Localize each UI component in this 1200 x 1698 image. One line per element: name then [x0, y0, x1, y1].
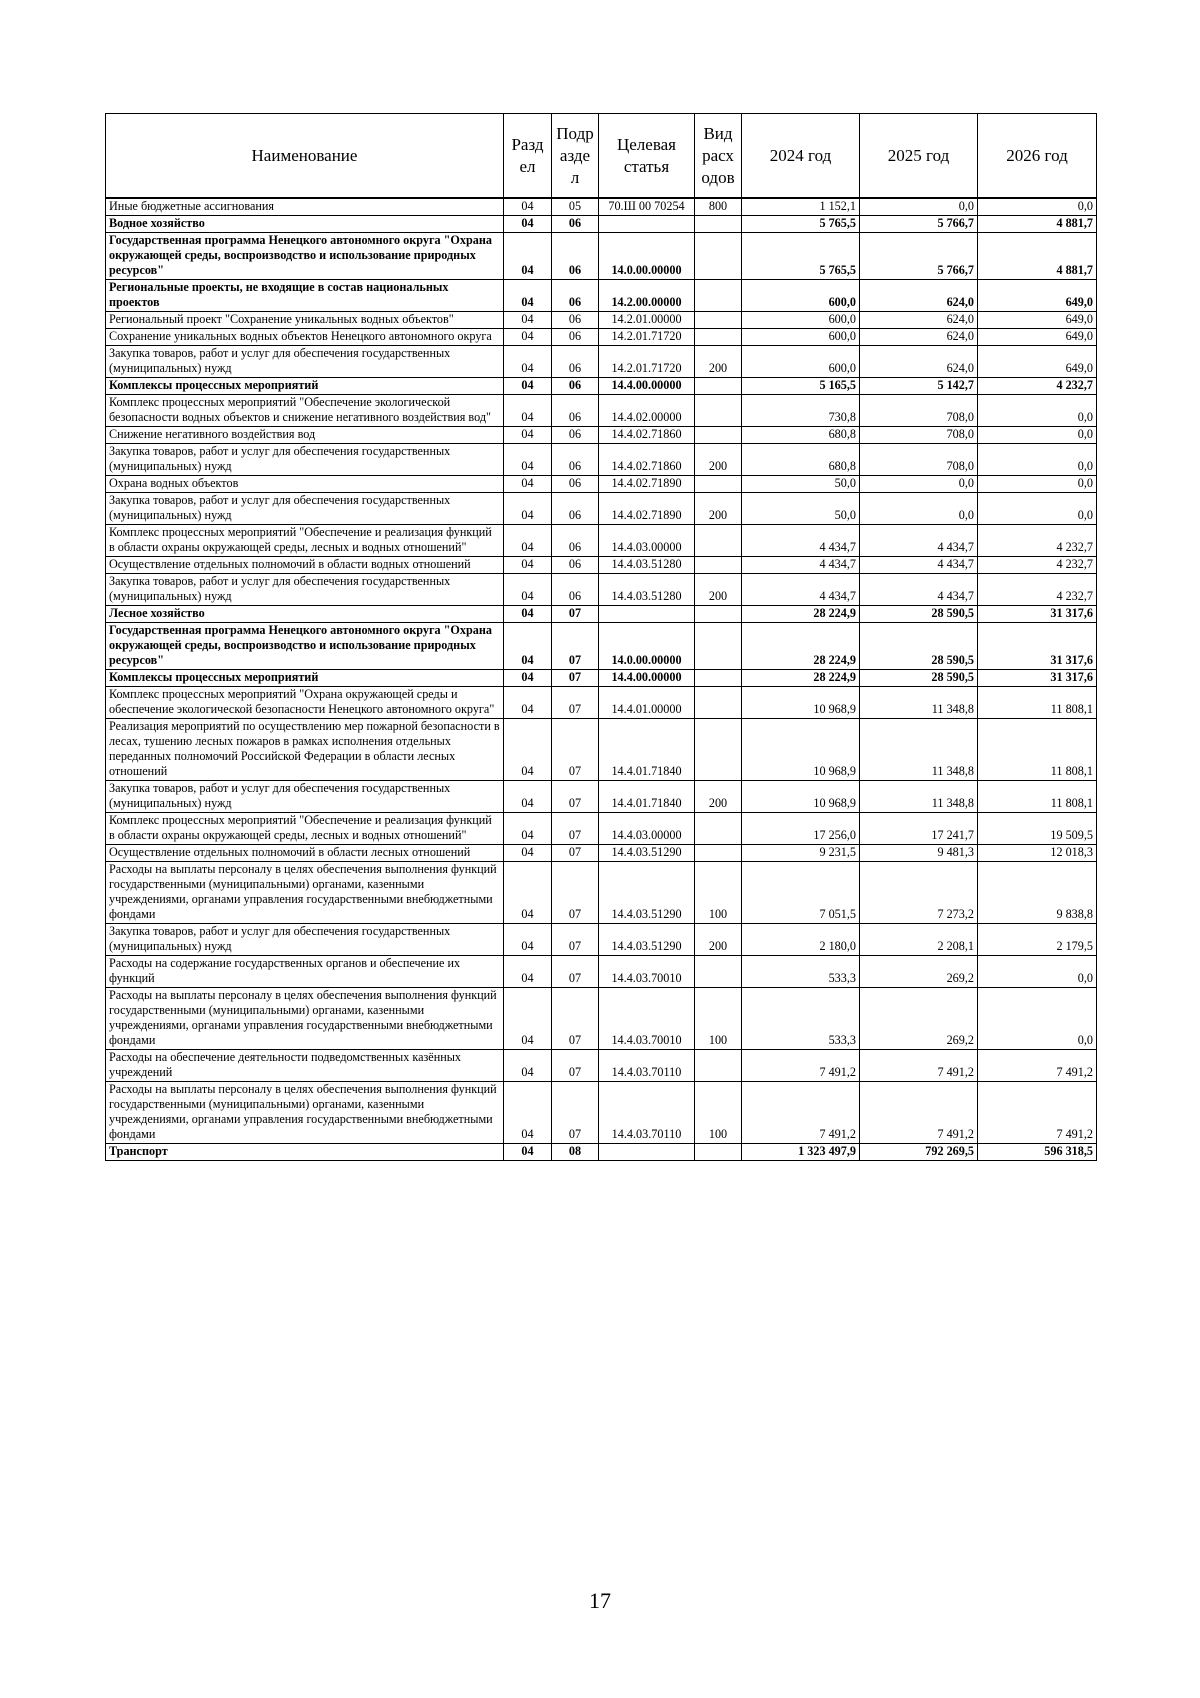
cell-2025: 4 434,7: [860, 525, 978, 557]
cell-2024: 533,3: [742, 956, 860, 988]
cell-2026: 12 018,3: [978, 845, 1097, 862]
cell-2024: 5 765,5: [742, 216, 860, 233]
table-row: [106, 312, 1097, 329]
cell-podrazdel: 06: [552, 493, 599, 525]
cell-2026: 649,0: [978, 329, 1097, 346]
table-row: [106, 670, 1097, 687]
cell-expense-type: [695, 1144, 742, 1161]
cell-podrazdel: 06: [552, 329, 599, 346]
cell-target-article: 14.2.01.71720: [599, 346, 695, 378]
cell-2025: 4 434,7: [860, 557, 978, 574]
cell-target-article: 14.4.01.71840: [599, 719, 695, 781]
cell-2024: 9 231,5: [742, 845, 860, 862]
cell-expense-type: [695, 1050, 742, 1082]
cell-razdel: 04: [504, 813, 552, 845]
cell-name: Государственная программа Ненецкого автономного округа "Охрана окружающей среды, воспроизводство и использование природных ресурсов": [106, 623, 504, 670]
cell-expense-type: 200: [695, 924, 742, 956]
cell-razdel: 04: [504, 862, 552, 924]
cell-target-article: [599, 216, 695, 233]
cell-razdel: 04: [504, 956, 552, 988]
cell-2024: 10 968,9: [742, 687, 860, 719]
header-year-2024: 2024 год: [742, 114, 860, 199]
cell-2025: 708,0: [860, 395, 978, 427]
cell-name: Комплекс процессных мероприятий "Обеспечение и реализация функций в области охраны окружающей среды, лесных и водных отношений": [106, 525, 504, 557]
cell-podrazdel: 07: [552, 862, 599, 924]
cell-name: Сохранение уникальных водных объектов Ненецкого автономного округа: [106, 329, 504, 346]
cell-name: Охрана водных объектов: [106, 476, 504, 493]
cell-2024: 10 968,9: [742, 781, 860, 813]
cell-target-article: 14.2.01.00000: [599, 312, 695, 329]
cell-podrazdel: 06: [552, 557, 599, 574]
cell-expense-type: [695, 623, 742, 670]
cell-expense-type: [695, 329, 742, 346]
header-year-2025: 2025 год: [860, 114, 978, 199]
cell-razdel: 04: [504, 444, 552, 476]
header-name: Наименование: [106, 114, 504, 199]
cell-razdel: 04: [504, 623, 552, 670]
cell-2025: 17 241,7: [860, 813, 978, 845]
cell-target-article: 14.4.03.70010: [599, 988, 695, 1050]
budget-table: [105, 113, 1097, 1161]
cell-2025: 5 142,7: [860, 378, 978, 395]
table-row: [106, 1082, 1097, 1144]
cell-2024: 600,0: [742, 280, 860, 312]
cell-2026: 2 179,5: [978, 924, 1097, 956]
cell-2026: 649,0: [978, 346, 1097, 378]
cell-expense-type: 200: [695, 346, 742, 378]
cell-razdel: 04: [504, 346, 552, 378]
cell-2024: 2 180,0: [742, 924, 860, 956]
cell-2024: 7 491,2: [742, 1050, 860, 1082]
header-year-2026: 2026 год: [978, 114, 1097, 199]
cell-target-article: 14.4.03.51290: [599, 924, 695, 956]
cell-name: Региональные проекты, не входящие в состав национальных проектов: [106, 280, 504, 312]
cell-2025: 11 348,8: [860, 719, 978, 781]
cell-podrazdel: 06: [552, 444, 599, 476]
cell-podrazdel: 07: [552, 956, 599, 988]
cell-2025: 5 766,7: [860, 233, 978, 280]
cell-target-article: 14.4.03.00000: [599, 525, 695, 557]
cell-razdel: 04: [504, 1082, 552, 1144]
cell-2025: 624,0: [860, 346, 978, 378]
cell-podrazdel: 06: [552, 312, 599, 329]
cell-2026: 7 491,2: [978, 1050, 1097, 1082]
cell-podrazdel: 07: [552, 719, 599, 781]
cell-2024: 730,8: [742, 395, 860, 427]
cell-name: Региональный проект "Сохранение уникальных водных объектов": [106, 312, 504, 329]
cell-2024: 4 434,7: [742, 574, 860, 606]
table-row: [106, 493, 1097, 525]
table-header: [106, 114, 1097, 199]
cell-2024: 5 765,5: [742, 233, 860, 280]
cell-razdel: 04: [504, 845, 552, 862]
table-row: [106, 280, 1097, 312]
cell-target-article: 14.4.03.70010: [599, 956, 695, 988]
cell-podrazdel: 06: [552, 280, 599, 312]
table-row: [106, 233, 1097, 280]
cell-2026: 0,0: [978, 427, 1097, 444]
table-row: [106, 346, 1097, 378]
cell-2025: 5 766,7: [860, 216, 978, 233]
table-body: [106, 198, 1097, 1161]
cell-target-article: 14.4.03.70110: [599, 1082, 695, 1144]
cell-razdel: 04: [504, 557, 552, 574]
cell-name: Расходы на выплаты персоналу в целях обеспечения выполнения функций государственными (муниципальными) органами, казенными учреждениями, органами управления государственными внебюджетными фондами: [106, 862, 504, 924]
cell-2024: 680,8: [742, 427, 860, 444]
cell-2025: 11 348,8: [860, 781, 978, 813]
cell-name: Закупка товаров, работ и услуг для обеспечения государственных (муниципальных) нужд: [106, 924, 504, 956]
cell-expense-type: [695, 525, 742, 557]
cell-podrazdel: 07: [552, 988, 599, 1050]
cell-name: Расходы на содержание государственных органов и обеспечение их функций: [106, 956, 504, 988]
cell-target-article: 14.4.02.71860: [599, 427, 695, 444]
table-row: [106, 574, 1097, 606]
cell-2025: 708,0: [860, 444, 978, 476]
table-row: [106, 557, 1097, 574]
cell-expense-type: [695, 378, 742, 395]
cell-target-article: 14.2.00.00000: [599, 280, 695, 312]
cell-expense-type: [695, 280, 742, 312]
table-row: [106, 198, 1097, 216]
cell-razdel: 04: [504, 781, 552, 813]
cell-expense-type: [695, 233, 742, 280]
cell-podrazdel: 07: [552, 687, 599, 719]
cell-2024: 17 256,0: [742, 813, 860, 845]
cell-razdel: 04: [504, 280, 552, 312]
header-razdel: Разд ел: [504, 114, 552, 199]
cell-2026: 0,0: [978, 198, 1097, 216]
cell-podrazdel: 06: [552, 216, 599, 233]
cell-2026: 649,0: [978, 312, 1097, 329]
table-row: [106, 924, 1097, 956]
cell-2025: 792 269,5: [860, 1144, 978, 1161]
cell-razdel: 04: [504, 493, 552, 525]
cell-2025: 708,0: [860, 427, 978, 444]
cell-podrazdel: 07: [552, 781, 599, 813]
cell-podrazdel: 05: [552, 198, 599, 216]
cell-name: Снижение негативного воздействия вод: [106, 427, 504, 444]
cell-2026: 7 491,2: [978, 1082, 1097, 1144]
cell-podrazdel: 07: [552, 1082, 599, 1144]
cell-name: Государственная программа Ненецкого автономного округа "Охрана окружающей среды, воспроизводство и использование природных ресурсов": [106, 233, 504, 280]
table-row: [106, 427, 1097, 444]
header-expense-type: Вид расх одов: [695, 114, 742, 199]
cell-expense-type: 100: [695, 862, 742, 924]
cell-target-article: 14.4.02.71860: [599, 444, 695, 476]
cell-razdel: 04: [504, 574, 552, 606]
cell-2025: 0,0: [860, 198, 978, 216]
cell-expense-type: [695, 687, 742, 719]
cell-name: Реализация мероприятий по осуществлению мер пожарной безопасности в лесах, тушению лесных пожаров в рамках исполнения отдельных переданных полномочий Российской Федерации в области лесных отношений: [106, 719, 504, 781]
cell-razdel: 04: [504, 198, 552, 216]
cell-name: Закупка товаров, работ и услуг для обеспечения государственных (муниципальных) нужд: [106, 444, 504, 476]
cell-podrazdel: 06: [552, 346, 599, 378]
cell-2025: 624,0: [860, 312, 978, 329]
header-target-article: Целевая статья: [599, 114, 695, 199]
table-row: [106, 956, 1097, 988]
cell-2026: 9 838,8: [978, 862, 1097, 924]
cell-2026: 31 317,6: [978, 623, 1097, 670]
cell-razdel: 04: [504, 233, 552, 280]
cell-2025: 28 590,5: [860, 606, 978, 623]
table-row: [106, 687, 1097, 719]
cell-2026: 4 881,7: [978, 233, 1097, 280]
cell-expense-type: [695, 606, 742, 623]
cell-2024: 28 224,9: [742, 623, 860, 670]
cell-name: Осуществление отдельных полномочий в области лесных отношений: [106, 845, 504, 862]
cell-podrazdel: 07: [552, 670, 599, 687]
cell-2025: 28 590,5: [860, 623, 978, 670]
cell-name: Комплексы процессных мероприятий: [106, 670, 504, 687]
cell-2024: 50,0: [742, 476, 860, 493]
cell-2024: 4 434,7: [742, 525, 860, 557]
cell-expense-type: 800: [695, 198, 742, 216]
cell-2024: 600,0: [742, 346, 860, 378]
cell-2024: 50,0: [742, 493, 860, 525]
table-row: [106, 444, 1097, 476]
table-row: [106, 476, 1097, 493]
cell-target-article: 14.0.00.00000: [599, 233, 695, 280]
cell-expense-type: [695, 956, 742, 988]
cell-target-article: 14.4.03.51290: [599, 862, 695, 924]
cell-2026: 11 808,1: [978, 687, 1097, 719]
table-row: [106, 719, 1097, 781]
cell-expense-type: [695, 476, 742, 493]
cell-name: Иные бюджетные ассигнования: [106, 198, 504, 216]
header-podrazdel: Подр азде л: [552, 114, 599, 199]
cell-2026: 31 317,6: [978, 606, 1097, 623]
cell-name: Расходы на выплаты персоналу в целях обеспечения выполнения функций государственными (муниципальными) органами, казенными учреждениями, органами управления государственными внебюджетными фондами: [106, 988, 504, 1050]
cell-razdel: 04: [504, 924, 552, 956]
cell-2025: 28 590,5: [860, 670, 978, 687]
cell-target-article: 14.4.03.51280: [599, 557, 695, 574]
cell-razdel: 04: [504, 525, 552, 557]
cell-razdel: 04: [504, 476, 552, 493]
cell-expense-type: [695, 427, 742, 444]
cell-target-article: [599, 1144, 695, 1161]
cell-name: Комплексы процессных мероприятий: [106, 378, 504, 395]
table-row: [106, 845, 1097, 862]
cell-podrazdel: 07: [552, 924, 599, 956]
cell-2026: 19 509,5: [978, 813, 1097, 845]
table-row: [106, 1144, 1097, 1161]
cell-2026: 11 808,1: [978, 719, 1097, 781]
cell-expense-type: 200: [695, 574, 742, 606]
cell-2025: 7 491,2: [860, 1082, 978, 1144]
cell-2024: 10 968,9: [742, 719, 860, 781]
cell-podrazdel: 07: [552, 623, 599, 670]
cell-podrazdel: 07: [552, 845, 599, 862]
cell-2026: 0,0: [978, 395, 1097, 427]
cell-name: Осуществление отдельных полномочий в области водных отношений: [106, 557, 504, 574]
cell-2024: 4 434,7: [742, 557, 860, 574]
cell-podrazdel: 08: [552, 1144, 599, 1161]
cell-2025: 7 491,2: [860, 1050, 978, 1082]
cell-2025: 0,0: [860, 493, 978, 525]
table-row: [106, 623, 1097, 670]
cell-expense-type: 200: [695, 493, 742, 525]
table-row: [106, 378, 1097, 395]
cell-target-article: 14.4.03.00000: [599, 813, 695, 845]
table-row: [106, 781, 1097, 813]
cell-2025: 7 273,2: [860, 862, 978, 924]
cell-2026: 0,0: [978, 988, 1097, 1050]
cell-2025: 269,2: [860, 988, 978, 1050]
cell-podrazdel: 07: [552, 606, 599, 623]
cell-expense-type: [695, 557, 742, 574]
cell-2026: 4 232,7: [978, 574, 1097, 606]
cell-2024: 1 152,1: [742, 198, 860, 216]
table-row: [106, 862, 1097, 924]
table-row: [106, 606, 1097, 623]
cell-name: Закупка товаров, работ и услуг для обеспечения государственных (муниципальных) нужд: [106, 346, 504, 378]
cell-2026: 0,0: [978, 956, 1097, 988]
cell-2025: 269,2: [860, 956, 978, 988]
cell-razdel: 04: [504, 216, 552, 233]
cell-razdel: 04: [504, 687, 552, 719]
cell-expense-type: [695, 845, 742, 862]
cell-expense-type: [695, 216, 742, 233]
cell-2025: 0,0: [860, 476, 978, 493]
cell-expense-type: 100: [695, 988, 742, 1050]
cell-target-article: 14.4.03.51290: [599, 845, 695, 862]
cell-name: Закупка товаров, работ и услуг для обеспечения государственных (муниципальных) нужд: [106, 574, 504, 606]
cell-2026: 4 881,7: [978, 216, 1097, 233]
cell-podrazdel: 06: [552, 476, 599, 493]
cell-razdel: 04: [504, 719, 552, 781]
cell-target-article: 14.0.00.00000: [599, 623, 695, 670]
cell-2024: 600,0: [742, 329, 860, 346]
cell-2025: 624,0: [860, 280, 978, 312]
cell-razdel: 04: [504, 395, 552, 427]
cell-2026: 31 317,6: [978, 670, 1097, 687]
cell-target-article: 14.4.00.00000: [599, 670, 695, 687]
cell-razdel: 04: [504, 312, 552, 329]
cell-podrazdel: 06: [552, 378, 599, 395]
cell-razdel: 04: [504, 1050, 552, 1082]
cell-2026: 4 232,7: [978, 525, 1097, 557]
cell-razdel: 04: [504, 606, 552, 623]
cell-2026: 4 232,7: [978, 378, 1097, 395]
cell-2024: 680,8: [742, 444, 860, 476]
cell-razdel: 04: [504, 988, 552, 1050]
cell-target-article: 14.4.02.71890: [599, 493, 695, 525]
cell-2024: 533,3: [742, 988, 860, 1050]
cell-name: Закупка товаров, работ и услуг для обеспечения государственных (муниципальных) нужд: [106, 781, 504, 813]
table-row: [106, 988, 1097, 1050]
cell-razdel: 04: [504, 427, 552, 444]
table-row: [106, 813, 1097, 845]
cell-name: Водное хозяйство: [106, 216, 504, 233]
cell-name: Комплекс процессных мероприятий "Обеспечение экологической безопасности водных объектов и снижение негативного воздействия вод": [106, 395, 504, 427]
cell-podrazdel: 07: [552, 813, 599, 845]
cell-target-article: [599, 606, 695, 623]
cell-expense-type: [695, 312, 742, 329]
cell-expense-type: [695, 719, 742, 781]
cell-target-article: 14.4.02.71890: [599, 476, 695, 493]
cell-2026: 596 318,5: [978, 1144, 1097, 1161]
cell-name: Комплекс процессных мероприятий "Охрана окружающей среды и обеспечение экологической безопасности Ненецкого автономного округа": [106, 687, 504, 719]
cell-podrazdel: 07: [552, 1050, 599, 1082]
cell-2026: 0,0: [978, 444, 1097, 476]
cell-name: Комплекс процессных мероприятий "Обеспечение и реализация функций в области охраны окружающей среды, лесных и водных отношений": [106, 813, 504, 845]
cell-2024: 1 323 497,9: [742, 1144, 860, 1161]
cell-2026: 4 232,7: [978, 557, 1097, 574]
cell-expense-type: 200: [695, 444, 742, 476]
cell-2026: 11 808,1: [978, 781, 1097, 813]
cell-2025: 624,0: [860, 329, 978, 346]
cell-2025: 2 208,1: [860, 924, 978, 956]
table-row: [106, 525, 1097, 557]
cell-name: Закупка товаров, работ и услуг для обеспечения государственных (муниципальных) нужд: [106, 493, 504, 525]
table-row: [106, 395, 1097, 427]
table-row: [106, 216, 1097, 233]
cell-target-article: 14.4.01.71840: [599, 781, 695, 813]
cell-expense-type: 100: [695, 1082, 742, 1144]
cell-2024: 600,0: [742, 312, 860, 329]
cell-razdel: 04: [504, 378, 552, 395]
cell-expense-type: [695, 813, 742, 845]
cell-2024: 7 491,2: [742, 1082, 860, 1144]
cell-podrazdel: 06: [552, 233, 599, 280]
cell-target-article: 14.2.01.71720: [599, 329, 695, 346]
cell-2025: 9 481,3: [860, 845, 978, 862]
cell-name: Расходы на выплаты персоналу в целях обеспечения выполнения функций государственными (муниципальными) органами, казенными учреждениями, органами управления государственными внебюджетными фондами: [106, 1082, 504, 1144]
cell-2026: 649,0: [978, 280, 1097, 312]
cell-target-article: 70.Ш 00 70254: [599, 198, 695, 216]
cell-expense-type: [695, 395, 742, 427]
cell-podrazdel: 06: [552, 574, 599, 606]
cell-2026: 0,0: [978, 476, 1097, 493]
cell-razdel: 04: [504, 1144, 552, 1161]
cell-razdel: 04: [504, 670, 552, 687]
cell-2024: 7 051,5: [742, 862, 860, 924]
cell-target-article: 14.4.03.70110: [599, 1050, 695, 1082]
cell-2024: 28 224,9: [742, 670, 860, 687]
cell-razdel: 04: [504, 329, 552, 346]
cell-2024: 5 165,5: [742, 378, 860, 395]
cell-expense-type: [695, 670, 742, 687]
cell-expense-type: 200: [695, 781, 742, 813]
cell-2026: 0,0: [978, 493, 1097, 525]
table-row: [106, 1050, 1097, 1082]
table-row: [106, 329, 1097, 346]
cell-name: Лесное хозяйство: [106, 606, 504, 623]
cell-target-article: 14.4.00.00000: [599, 378, 695, 395]
cell-podrazdel: 06: [552, 427, 599, 444]
cell-name: Расходы на обеспечение деятельности подведомственных казённых учреждений: [106, 1050, 504, 1082]
page-number: 17: [589, 1588, 611, 1613]
cell-2025: 11 348,8: [860, 687, 978, 719]
cell-target-article: 14.4.01.00000: [599, 687, 695, 719]
cell-target-article: 14.4.02.00000: [599, 395, 695, 427]
cell-target-article: 14.4.03.51280: [599, 574, 695, 606]
cell-podrazdel: 06: [552, 395, 599, 427]
cell-podrazdel: 06: [552, 525, 599, 557]
cell-name: Транспорт: [106, 1144, 504, 1161]
header-row: [106, 114, 1097, 199]
cell-2024: 28 224,9: [742, 606, 860, 623]
cell-2025: 4 434,7: [860, 574, 978, 606]
